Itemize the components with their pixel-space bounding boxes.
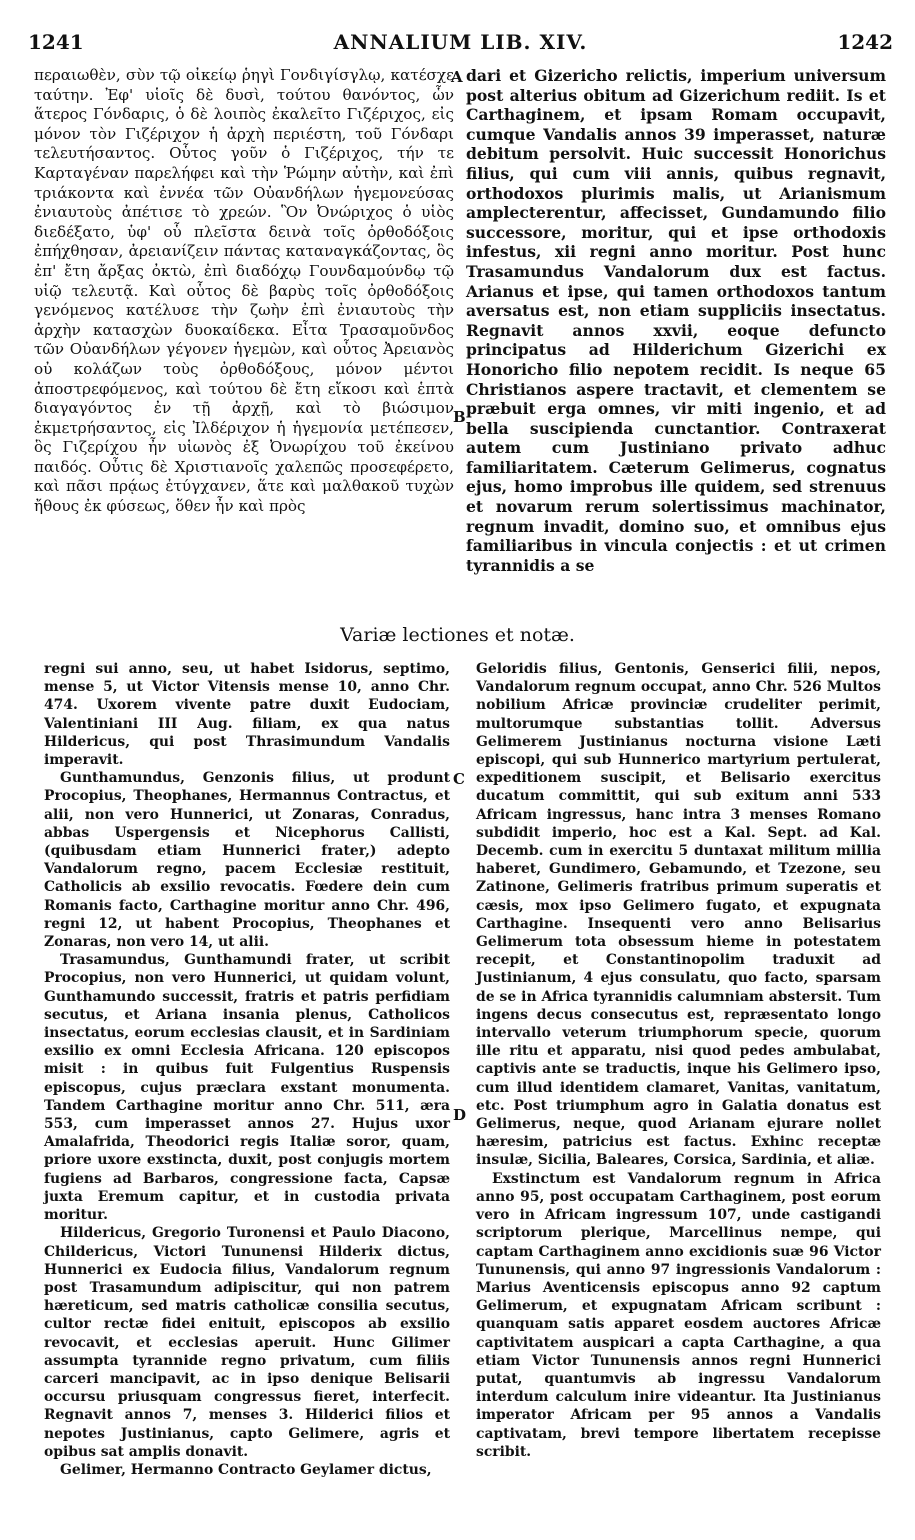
margin-marker-b: B — [453, 408, 466, 426]
note-paragraph: Geloridis filius, Gentonis, Genserici filii, nepos, Vandalorum regnum occupat, anno Chr. 526 Multos nobilium Africæ provinciæ crudeliter perimit, multorumque substantias tollit. Adversus Gelimerem Justinianus nocturna visione Læti episcopi, qui sub Hunnerico martyrium pertulerat, expeditionem suscipit, et Belisario exercitus ducatum committit, qui sub exitum anni 533 Africam ingressus, hanc intra 3 menses Romano subdidit imperio, hoc est a Kal. Sept. ad Kal. Decemb. cum in exercitu 5 duntaxat militum millia haberet, Gundimero, Gebamundo, et Tzezone, seu Zatinone, Gelimeris fratribus primum superatis et cæsis, mox ipso Gelimero fugato, et expugnata Carthagine. Insequenti vero anno Belisarius Gelimerum tota obsessum hieme in potestatem recepit, et Constantinopolim traduxit ad Justinianum, 4 ejus consulatu, quo facto, sparsam de se in Africa tyrannidis calumniam abstersit. Tum ingens decus consecutus est, repræsentato longo intervallo veterum triumphorum specie, quorum ille ritu et apparatu, nisi quod pedes ambulabat, captivis ante se traductis, inque his Gelimero ipso, cum illud identidem clamaret, Vanitas, vanitatum, etc. Post triumphum agro in Galatia donatus est Gelimerus, neque, quod Arianam ejurare nollet hæresim, patricius est factus. Exhinc receptæ insulæ, Sicilia, Baleares, Corsica, Sardinia, et aliæ. — [476, 661, 881, 1169]
note-paragraph: Exstinctum est Vandalorum regnum in Africa anno 95, post occupatam Carthaginem, post eorum vero in Africam ingressum 107, unde castigandi scriptorum plerique, Marcellinus nempe, qui captam Carthaginem anno excidionis suæ 96 Victor Tununensis, qui anno 97 ingressionis Vandalorum : Marius Aventicensis episcopus anno 92 captum Gelimerum, et expugnatam Africam scribunt : quanquam satis apparet eosdem auctores Africæ captivitatem auspicari a capta Carthagine, a qua etiam Victor Tununensis annos regni Hunnerici putat, quantumvis ab ingressu Vandalorum interdum calculum inire videantur. Ita Justinianus imperator Africam per 95 annos a Vandalis captivatam, brevi tempore libertatem recepisse scribit. — [476, 1170, 881, 1460]
greek-text-column: περαιωθὲν, σὺν τῷ οἰκείῳ ῥηγὶ Γονδιγίσγλῳ, κατέσχε ταύτην. Ἐφ' υἱοῖς δὲ δυσὶ, τούτου θανόντος, ὧν ἅτερος Γόνδαρις, ὁ δὲ λοιπὸς ἐκαλεῖτο Γιζέριχος, εἰς μόνον τὸν Γιζέριχον ἡ ἀρχὴ περιέστη, τοῦ Γόνδαρι τελευτήσαντος. Οὗτος γοῦν ὁ Γιζέριχος, τήν τε Καρταγέναν παρελήφει καὶ τὴν Ῥώμην αὐτὴν, καὶ ἐπὶ τριάκοντα καὶ ἐννέα τῶν Οὐανδήλων ἡγεμονεύσας ἐνιαυτοὺς ἀπέτισε τὸ χρεών. Ὃν Ὀνώριχος ὁ υἱὸς διεδέξατο, ὑφ' οὗ πλεῖστα δεινὰ τοῖς ὀρθοδόξοις ἐπήχθησαν, ἀρειανίζειν πάντας καταναγκάζοντας, ὃς ἐπ' ἔτη ἄρξας ὀκτὼ, ἐπὶ διαδόχῳ Γουνδαμούνδῳ τῷ υἱῷ τελευτᾷ. Καὶ οὗτος δὲ βαρὺς τοῖς ὀρθοδόξοις γενόμενος κατέλυσε τὴν ζωὴν ἐπὶ ἐνιαυτοὺς τὴν ἀρχὴν κατασχὼν δυοκαίδεκα. Εἶτα Τρασαμοῦνδος τῶν Οὐανδήλων γέγονεν ἡγεμὼν, καὶ οὗτος Ἀρειανὸς οὐ κολάζων τοὺς ὀρθοδόξους, μόνον μέντοι ἀποστρεφόμενος, καὶ τούτου δὲ ἔτη εἴκοσι καὶ ἑπτὰ διαγαγόντος ἐν τῇ ἀρχῇ, καὶ τὸ βιώσιμον ἐκμετρήσαντος, εἰς Ἰλδέριχον ἡ ἡγεμονία μετέπεσεν, ὃς Γιζερίχου ἦν υἱωνὸς ἐξ Ὀνωρίχου τοῦ ἐκείνου παιδός. Οὗτις δὲ Χριστιανοῖς χαλεπῶς προσεφέρετο, καὶ πᾶσι πρᾴως ἐτύγχανεν, ἅτε καὶ μαλθακοῦ τυχὼν ἤθους ἐκ φύσεως, ὅθεν ἦν καὶ πρὸς — [34, 66, 454, 516]
note-paragraph: Trasamundus, Gunthamundi frater, ut scribit Procopius, non vero Hunnerici, ut quidam volunt, Gunthamundo successit, fratris et patris perfidiam secutus, et Ariana insania plenus, Catholicos insectatus, eorum ecclesias clausit, et in Sardiniam exsilio ex omni Ecclesia Africana. 120 episcopos misit : in quibus fuit Fulgentius Ruspensis episcopus, cujus præclara exstant monumenta. Tandem Carthagine moritur anno Chr. 511, æra 553, cum imperasset annos 27. Hujus uxor Amalafrida, Theodorici regis Italiæ soror, quam, priore uxore exstincta, duxit, post conjugis mortem fugiens ad Barbaros, congressione facta, Capsæ juxta Eremum capitur, et in custodia privata moritur. — [44, 952, 450, 1224]
note-paragraph: Hildericus, Gregorio Turonensi et Paulo Diacono, Childericus, Victori Tununensi Hilderix dictus, Hunnerici ex Eudocia filius, Vandalorum regnum post Trasamundum adipiscitur, qui non patrem hæreticum, sed matris catholicæ consilia secutus, cultor rectæ fidei enituit, episcopos ab exsilio revocavit, et ecclesias aperuit. Hunc Gilimer assumpta tyrannide regno privatum, cum filiis carceri mancipavit, ac in ipso denique Belisarii occursu priusquam congressus fieret, interfecit. Regnavit annos 7, menses 3. Hilderici filios et nepotes Justinianus, capto Gelimere, agris et opibus sat amplis donavit. — [44, 1225, 450, 1460]
notes-left-column — [44, 660, 450, 1479]
note-paragraph: regni sui anno, seu, ut habet Isidorus, septimo, mense 5, ut Victor Vitensis mense 10, anno Chr. 474. Uxorem vivente patre duxit Eudociam, Valentiniani III Aug. filiam, ex qua natus Hildericus, qui post Thrasimundum Vandalis imperavit. — [44, 661, 450, 769]
margin-marker-d: D — [453, 1106, 467, 1124]
notes-section-title: Variæ lectiones et notæ. — [340, 624, 575, 646]
page-number-left: 1241 — [28, 30, 84, 54]
latin-text-column: dari et Gizericho relictis, imperium universum post alterius obitum ad Gizerichum rediit. Is et Carthaginem, et ipsam Romam occupavit, cumque Vandalis annos 39 imperasset, naturæ debitum persolvit. Huic successit Honorichus filius, qui cum viii annis, quibus regnavit, orthodoxos plurimis malis, ut Arianismum amplecterentur, affecisset, Gundamundo filio successore, moritur, qui et ipse orthodoxis infestus, xii regni anno moritur. Post hunc Trasamundus Vandalorum dux est factus. Arianus et ipse, qui tamen orthodoxos tantum aversatus est, non etiam suppliciis insectatus. Regnavit annos xxvii, eoque defuncto principatus ad Hilderichum Gizerichi ex Honoricho filio nepotem recidit. Is neque 65 Christianos aspere tractavit, et clementem se præbuit erga omnes, vir miti ingenio, et ad bella suscipienda cunctantior. Contraxerat autem cum Justiniano privato adhuc familiaritatem. Cæterum Gelimerus, cognatus ejus, homo improbus ille quidem, sed strenuus et novarum rerum solertissimus machinator, regnum invadit, domino suo, et omnibus ejus familiaribus in vincula conjectis : et ut crimen tyrannidis a se — [466, 66, 886, 575]
page-header — [28, 30, 893, 60]
note-paragraph: Gunthamundus, Genzonis filius, ut produnt Procopius, Theophanes, Hermannus Contractus, et alii, non vero Hunnerici, ut Zonaras, Conradus, abbas Uspergensis et Nicephorus Callisti, (quibusdam etiam Hunnerici frater,) adepto Vandalorum regno, pacem Ecclesiæ restituit, Catholicis ab exsilio revocatis. Fœdere dein cum Romanis facto, Carthagine moritur anno Chr. 496, regni 12, ut habent Procopius, Theophanes et Zonaras, non vero 14, ut alii. — [44, 770, 450, 951]
margin-marker-a: A — [451, 68, 463, 86]
running-title: ANNALIUM LIB. XIV. — [333, 30, 588, 54]
margin-marker-c: C — [453, 770, 465, 788]
note-paragraph: Gelimer, Hermanno Contracto Geylamer dictus, — [60, 1461, 432, 1478]
notes-right-column — [476, 660, 881, 1461]
page-number-right: 1242 — [837, 30, 893, 54]
